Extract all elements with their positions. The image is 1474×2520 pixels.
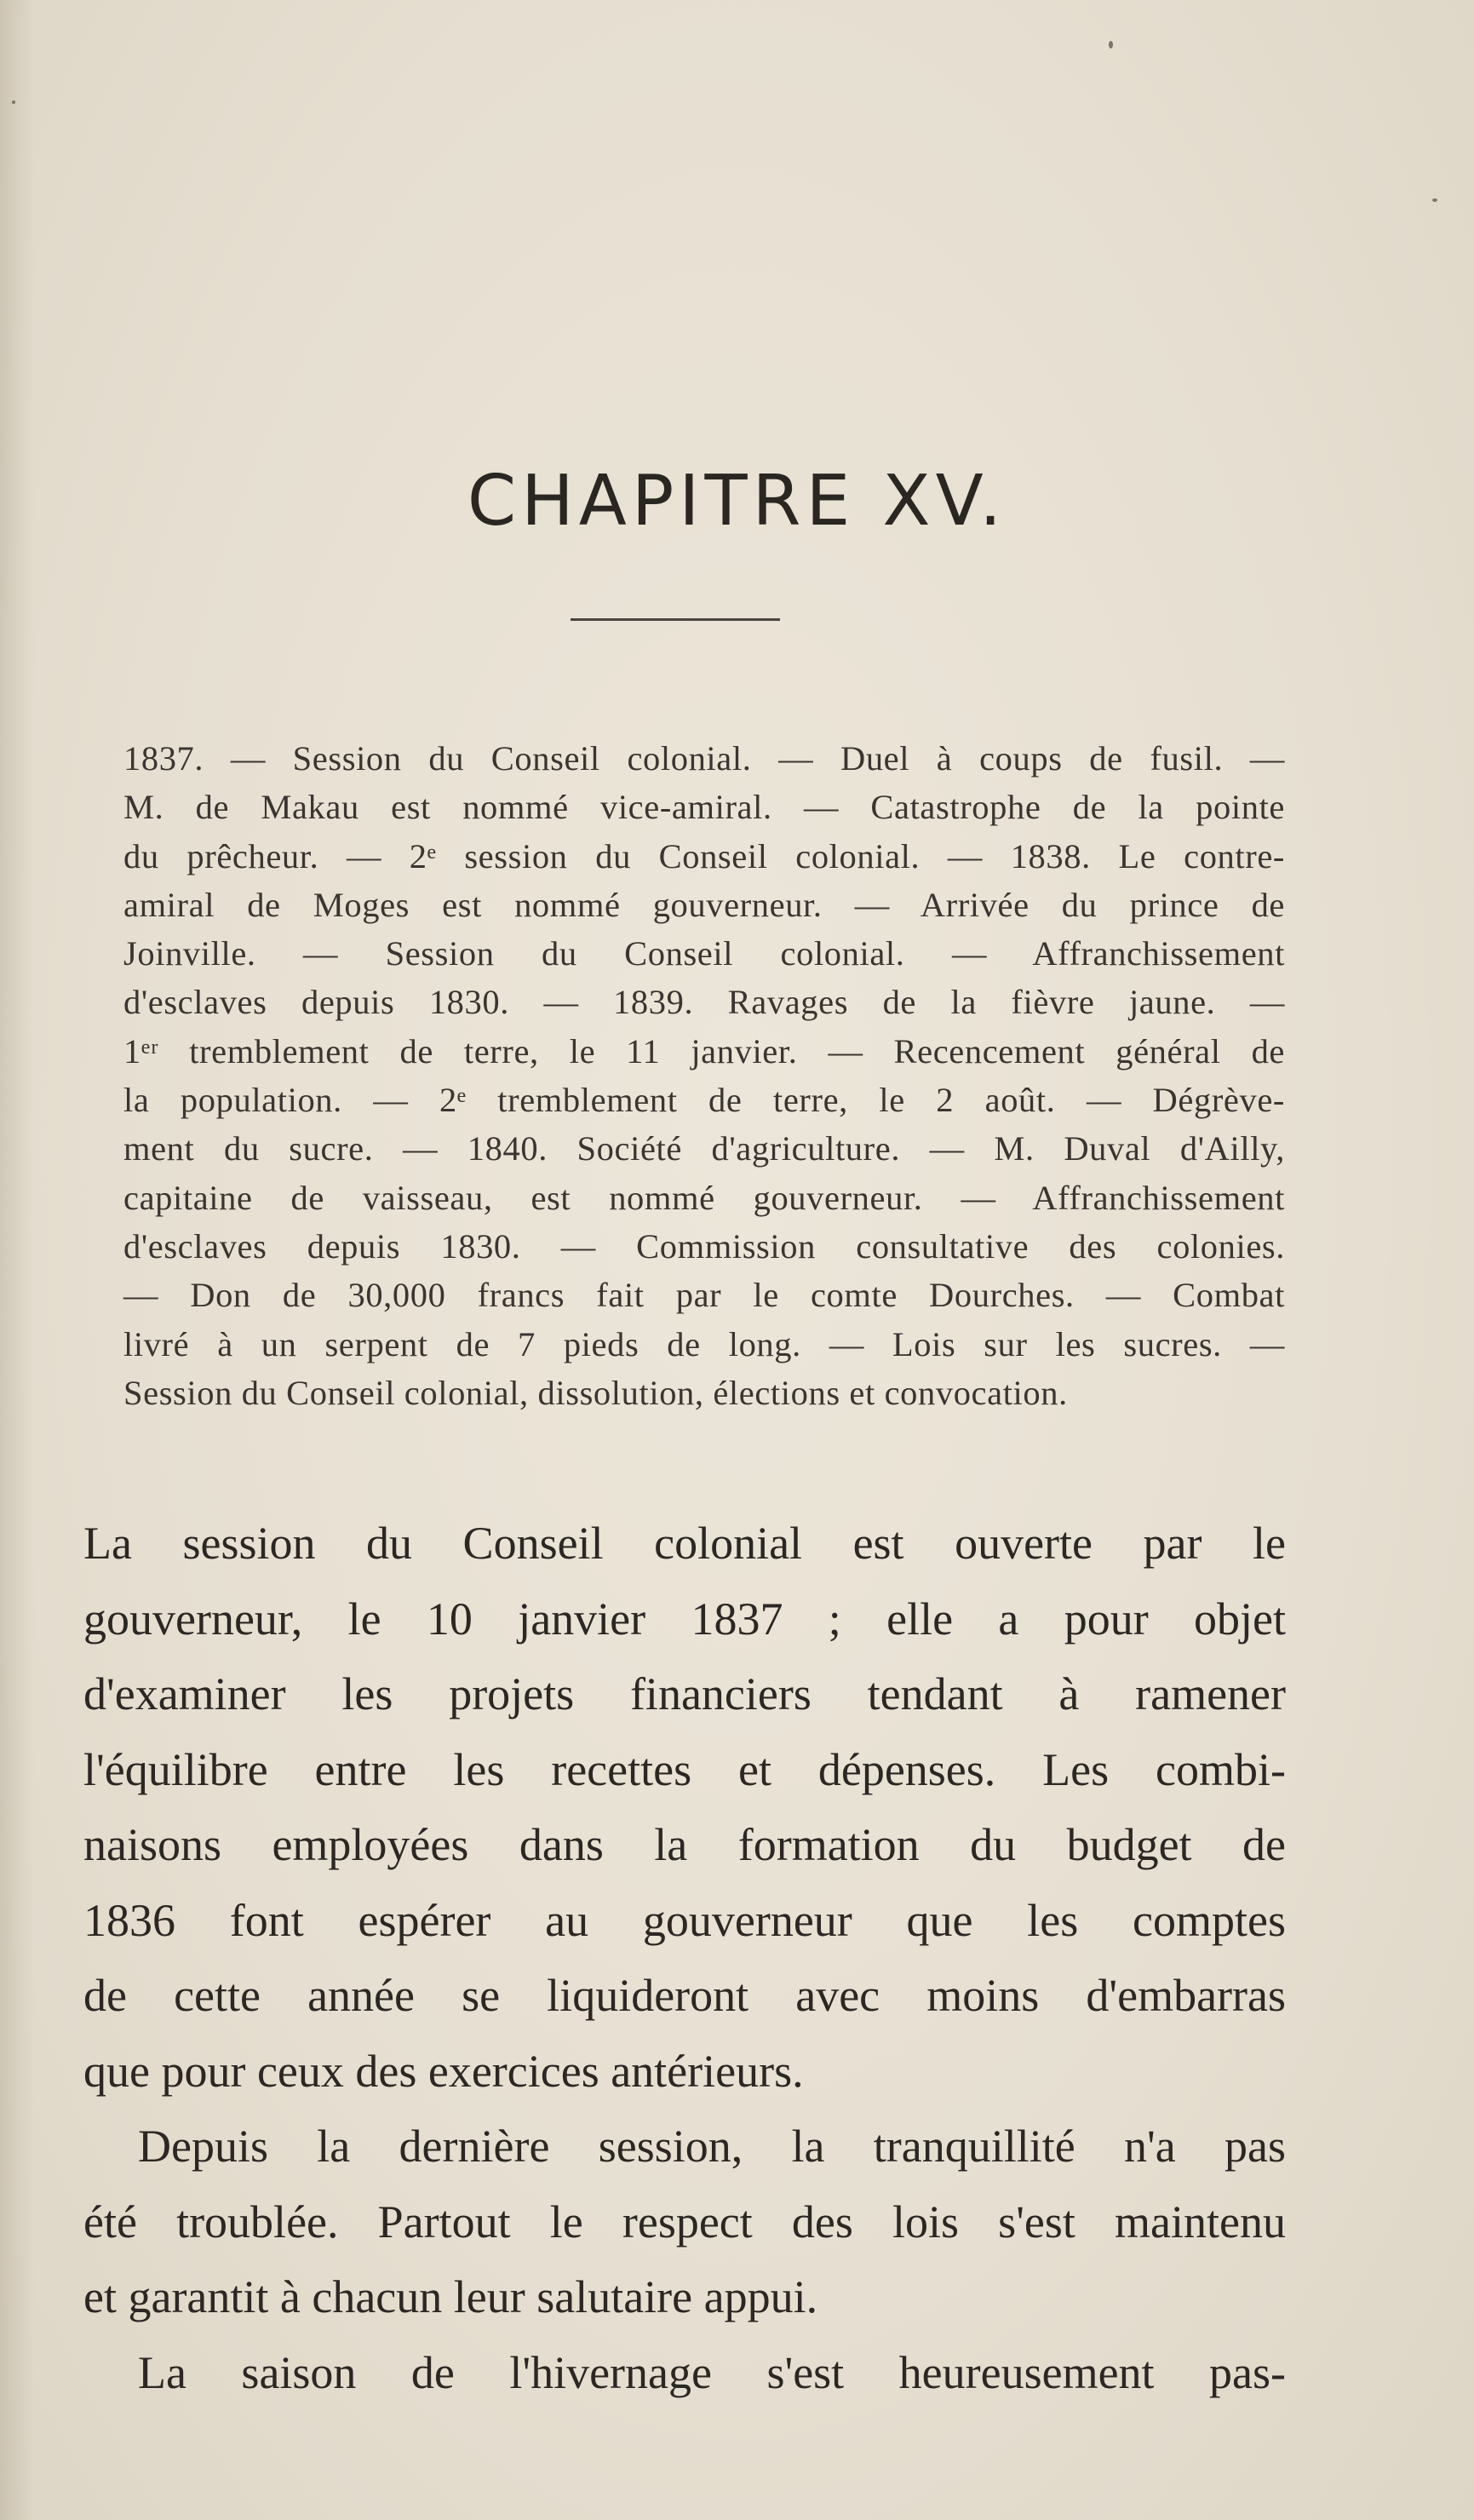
body-text xyxy=(83,1506,1286,2410)
paragraph-line: Depuis la dernière session, la tranquillité n'a pas xyxy=(138,2121,1286,2172)
chapter-title: CHAPITRE XV. xyxy=(467,461,1007,542)
paragraph-line: de cette année se liquideront avec moins d'embarras xyxy=(83,1970,1286,2021)
page-edge-shadow xyxy=(0,0,34,2520)
summary-line: d'esclaves depuis 1830. — Commission consultative des colonies. xyxy=(123,1226,1285,1266)
paragraph-line: naisons employées dans la formation du budget de xyxy=(83,1819,1286,1870)
summary-line: M. de Makau est nommé vice-amiral. — Catastrophe de la pointe xyxy=(123,788,1285,827)
summary-line: 1837. — Session du Conseil colonial. — Duel à coups de fusil. — xyxy=(123,739,1285,778)
summary-line: la population. — 2ᵉ tremblement de terre, le 2 août. — Dégrève- xyxy=(123,1081,1285,1120)
paper-speck xyxy=(1109,41,1113,49)
paragraph-line: La session du Conseil colonial est ouverte par le xyxy=(83,1518,1286,1569)
summary-line: amiral de Moges est nommé gouverneur. — Arrivée du prince de xyxy=(123,885,1285,924)
paragraph-line: été troublée. Partout le respect des lois s'est maintenu xyxy=(83,2196,1286,2247)
paragraph-line: l'équilibre entre les recettes et dépenses. Les combi- xyxy=(83,1743,1286,1795)
summary-line: ment du sucre. — 1840. Société d'agriculture. — M. Duval d'Ailly, xyxy=(123,1129,1285,1168)
summary-line: Joinville. — Session du Conseil colonial. — Affranchissement xyxy=(123,934,1285,973)
paragraph-line: que pour ceux des exercices antérieurs. xyxy=(83,2045,804,2097)
summary-line: capitaine de vaisseau, est nommé gouverneur. — Affranchissement xyxy=(123,1178,1285,1217)
paragraph-line: 1836 font espérer au gouverneur que les comptes xyxy=(83,1894,1286,1946)
summary-line: — Don de 30,000 francs fait par le comte Dourches. — Combat xyxy=(123,1276,1285,1315)
paragraph-line: et garantit à chacun leur salutaire appui. xyxy=(83,2271,818,2322)
paper-speck xyxy=(12,100,15,104)
summary-line: Session du Conseil colonial, dissolution, élections et convocation. xyxy=(123,1373,1068,1412)
summary-line: 1ᵉʳ tremblement de terre, le 11 janvier. — Recencement général de xyxy=(123,1031,1285,1071)
paragraph-line: d'examiner les projets financiers tendant à ramener xyxy=(83,1668,1286,1719)
summary-line: livré à un serpent de 7 pieds de long. — Lois sur les sucres. — xyxy=(123,1324,1285,1363)
summary-line: du prêcheur. — 2ᵉ session du Conseil colonial. — 1838. Le contre- xyxy=(123,836,1285,875)
chapter-summary xyxy=(123,734,1285,1417)
paragraph-line: gouverneur, le 10 janvier 1837 ; elle a pour objet xyxy=(83,1593,1286,1645)
summary-line: d'esclaves depuis 1830. — 1839. Ravages de la fièvre jaune. — xyxy=(123,983,1285,1022)
title-divider xyxy=(571,618,780,621)
paragraph-line: La saison de l'hivernage s'est heureusement pas- xyxy=(138,2346,1286,2398)
paper-speck xyxy=(1432,198,1437,202)
